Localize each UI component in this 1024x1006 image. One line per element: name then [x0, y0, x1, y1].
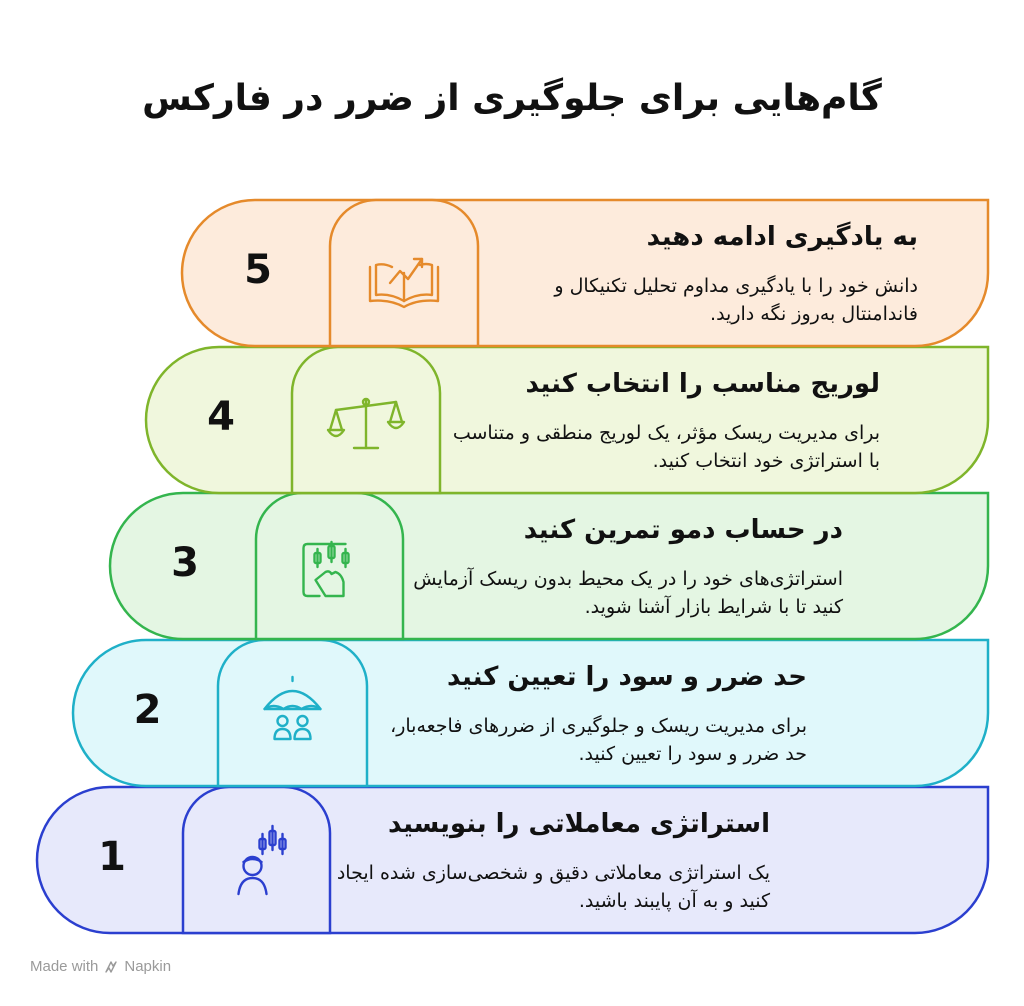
step-number-5: 5 — [244, 247, 272, 293]
step-title-5: به یادگیری ادامه دهید — [646, 222, 918, 252]
napkin-brand-label: Napkin — [124, 958, 172, 975]
step-title-1: استراتژی معاملاتی را بنویسید — [388, 809, 770, 839]
step-number-2: 2 — [133, 687, 162, 733]
step-title-2: حد ضرر و سود را تعیین کنید — [446, 662, 807, 692]
step-title-3: در حساب دمو تمرین کنید — [523, 515, 843, 545]
step-description-2: برای مدیریت ریسک و جلوگیری از ضررهای فاجعه‌بار، حد ضرر و سود را تعیین کنید. — [390, 715, 807, 765]
step-icon-panel-3 — [256, 493, 403, 639]
step-description-5: دانش خود را با یادگیری مداوم تحلیل تکنیکال و فاندامنتال به‌روز نگه دارید. — [554, 275, 918, 325]
made-with-label: Made with — [30, 958, 99, 975]
page-title: گام‌هایی برای جلوگیری از ضرر در فارکس — [142, 78, 882, 119]
step-title-4: لوریج مناسب را انتخاب کنید — [525, 369, 880, 399]
step-number-3: 3 — [171, 540, 199, 586]
napkin-watermark — [30, 958, 171, 975]
step-description-3: استراتژی‌های خود را در یک محیط بدون ریسک آزمایش کنید تا با شرایط بازار آشنا شوید. — [413, 568, 843, 618]
napkin-logo-icon — [103, 959, 119, 975]
step-description-4: برای مدیریت ریسک مؤثر، یک لوریج منطقی و متناسب با استراتژی خود انتخاب کنید. — [452, 422, 880, 472]
step-icon-panel-2 — [218, 640, 367, 786]
step-description-1: یک استراتژی معاملاتی دقیق و شخصی‌سازی شده ایجاد کنید و به آن پایبند باشید. — [336, 862, 770, 912]
step-number-4: 4 — [207, 394, 235, 440]
step-number-1: 1 — [98, 834, 126, 880]
